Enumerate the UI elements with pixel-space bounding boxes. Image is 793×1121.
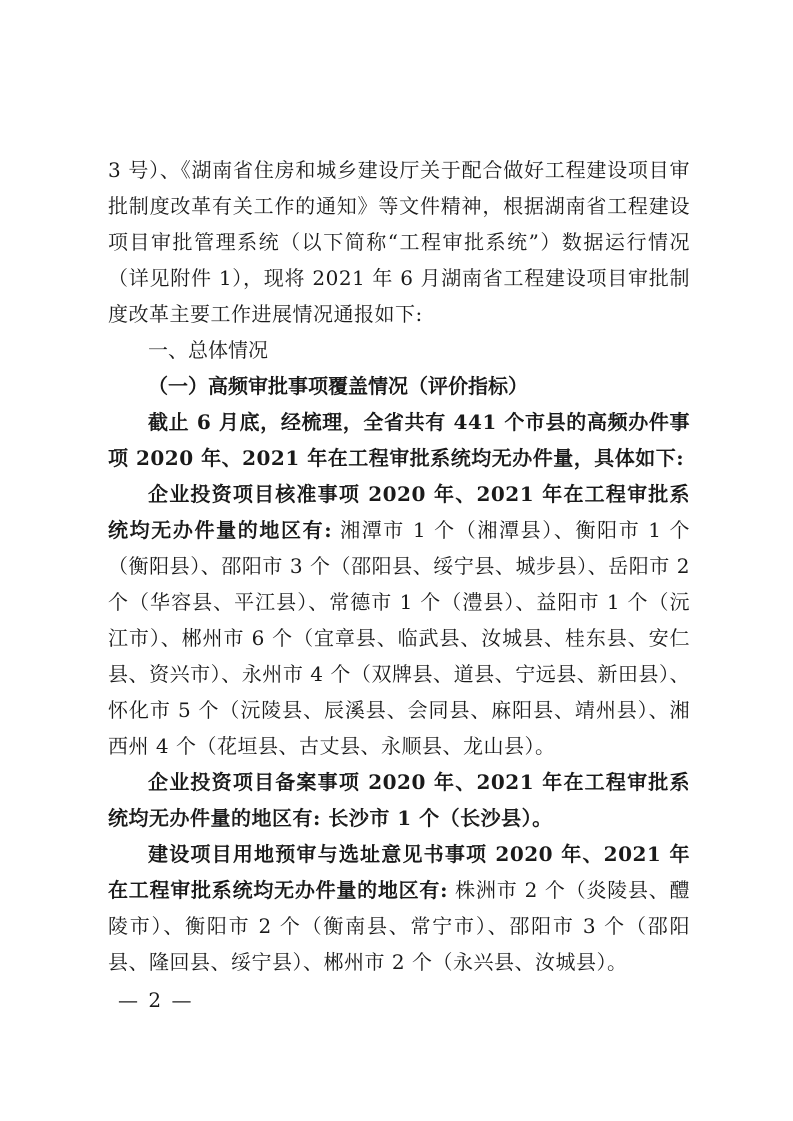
paragraph-approval-lead: 企业投资项目核准事项 2020 年、2021 年在工程审批系统均无办件量的地区有: [108, 482, 690, 542]
paragraph-intro: 3 号）、《湖南省住房和城乡建设厅关于配合做好工程建设项目审批制度改革有关工作的通知》等文件精神，根据湖南省工程建设项目审批管理系统（以下简称“工程审批系统”）数据运行情况（详见附件 1），现将 2021 年 6 月湖南省工程建设项目审批制度改革主要工作进展情况通报如下: [108, 158, 690, 326]
paragraph-land-list: 株洲市 2 个（炎陵县、醴陵市）、衡阳市 2 个（衡南县、常宁市）、邵阳市 3 个（邵阳县、隆回县、绥宁县）、郴州市 2 个（永兴县、汝城县）。 [108, 878, 690, 974]
paragraph-approval-items [108, 476, 690, 764]
paragraph-filing-items [108, 764, 690, 836]
paragraph-summary: 截止 6 月底，经梳理，全省共有 441 个市县的高频办件事项 2020 年、2021 年在工程审批系统均无办件量，具体如下: [108, 410, 690, 470]
paragraph-filing-lead: 企业投资项目备案事项 2020 年、2021 年在工程审批系统均无办件量的地区有: 长沙市 1 个（长沙县）。 [108, 770, 690, 830]
document-body [108, 152, 690, 980]
section-heading-overall: 一、总体情况 [148, 338, 268, 362]
paragraph-land-items [108, 836, 690, 980]
paragraph-land-lead: 建设项目用地预审与选址意见书事项 2020 年、2021 年在工程审批系统均无办件量的地区有: [108, 842, 690, 902]
paragraph-approval-list: 湘潭市 1 个（湘潭县）、衡阳市 1 个（衡阳县）、邵阳市 3 个（邵阳县、绥宁县、城步县）、岳阳市 2 个（华容县、平江县）、常德市 1 个（澧县）、益阳市 1 个（沅江市）、郴州市 6 个（宜章县、临武县、汝城县、桂东县、安仁县、资兴市）、永州市 4 个（双牌县、道县、宁远县、新田县）、怀化市 5 个（沅陵县、辰溪县、会同县、麻阳县、靖州县）、湘西州 4 个（花垣县、古丈县、永顺县、龙山县）。 [108, 518, 690, 758]
page-number: — 2 — [118, 988, 194, 1012]
subsection-heading-coverage: （一）高频审批事项覆盖情况（评价指标） [148, 374, 528, 398]
